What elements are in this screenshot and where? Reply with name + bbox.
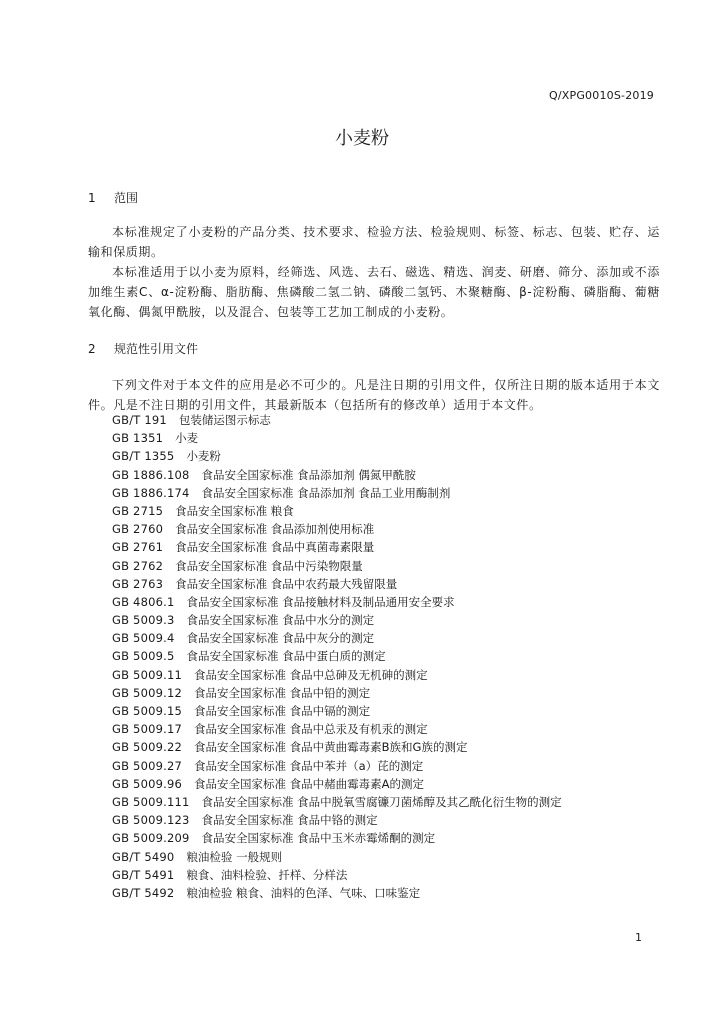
reference-code: GB 4806.1	[112, 594, 175, 609]
reference-title: 粮食、油料检验、扦样、分样法	[186, 867, 348, 882]
reference-item	[112, 702, 562, 720]
reference-item	[112, 738, 562, 756]
reference-title: 食品安全国家标准 食品添加剂使用标准	[175, 522, 375, 537]
reference-title: 小麦粉	[186, 449, 221, 464]
reference-code: GB 5009.17	[112, 722, 183, 737]
reference-code: GB 5009.4	[112, 631, 175, 646]
references-intro-paragraph: 下列文件对于本文件的应用是必不可少的。凡是注日期的引用文件，仅所注日期的版本适用于本文件。凡是不注日期的引用文件，其最新版本（包括所有的修改单）适用于本文件。	[88, 378, 660, 412]
reference-title: 食品安全国家标准 食品中黄曲霉毒素B族和G族的测定	[194, 740, 468, 755]
reference-code: GB/T 191	[112, 413, 167, 427]
reference-title: 食品安全国家标准 食品中污染物限量	[175, 558, 363, 573]
reference-item	[112, 775, 562, 793]
reference-title: 粮油检验 一般规则	[186, 849, 283, 864]
reference-code: GB 5009.5	[112, 649, 175, 664]
reference-title: 小麦	[175, 431, 199, 446]
reference-title: 食品安全国家标准 粮食	[175, 503, 294, 518]
reference-code: GB 5009.3	[112, 613, 175, 628]
reference-title: 食品安全国家标准 食品中总汞及有机汞的测定	[194, 722, 428, 737]
reference-title: 食品安全国家标准 食品中灰分的测定	[186, 631, 375, 646]
reference-title: 包装储运图示标志	[178, 413, 271, 427]
section-title: 范围	[114, 191, 139, 205]
reference-title: 食品安全国家标准 食品中苯并（a）芘的测定	[194, 758, 424, 773]
section-number: 1	[88, 191, 96, 205]
reference-item	[112, 811, 562, 829]
reference-item	[112, 593, 562, 611]
reference-code: GB 5009.15	[112, 704, 183, 718]
reference-title: 食品安全国家标准 食品中农药最大残留限量	[175, 576, 398, 591]
reference-item	[112, 411, 562, 429]
reference-item	[112, 884, 562, 902]
reference-title: 食品安全国家标准 食品中玉米赤霉烯酮的测定	[201, 831, 436, 846]
reference-code: GB 5009.11	[112, 667, 183, 682]
reference-title: 食品安全国家标准 食品中总砷及无机砷的测定	[194, 667, 428, 682]
reference-title: 食品安全国家标准 食品中脱氧雪腐镰刀菌烯醇及其乙酰化衍生物的测定	[201, 794, 562, 809]
reference-title: 食品安全国家标准 食品添加剂 食品工业用酶制剂	[201, 485, 451, 500]
reference-code: GB 5009.96	[112, 776, 183, 791]
reference-title: 食品安全国家标准 食品中镉的测定	[194, 704, 371, 718]
reference-code: GB/T 5491	[112, 867, 175, 882]
section-number: 2	[88, 342, 96, 356]
reference-code: GB 2760	[112, 522, 164, 537]
reference-item	[112, 429, 562, 447]
reference-title: 食品安全国家标准 食品中铬的测定	[201, 813, 378, 828]
reference-item	[112, 538, 562, 556]
document-code: Q/XPG0010S-2019	[549, 89, 654, 102]
section-title: 规范性引用文件	[114, 342, 199, 356]
reference-code: GB 5009.111	[112, 794, 190, 809]
reference-item	[112, 611, 562, 629]
reference-item	[112, 466, 562, 484]
reference-code: GB 5009.22	[112, 740, 183, 755]
reference-title: 食品安全国家标准 食品中水分的测定	[186, 613, 375, 628]
reference-code: GB 1886.108	[112, 467, 190, 482]
reference-code: GB/T 5490	[112, 849, 175, 864]
reference-code: GB 2761	[112, 540, 164, 555]
reference-list	[112, 411, 562, 902]
reference-item	[112, 848, 562, 866]
reference-item	[112, 866, 562, 884]
reference-item	[112, 793, 562, 811]
reference-code: GB/T 5492	[112, 885, 175, 900]
reference-code: GB 2762	[112, 558, 164, 573]
reference-item	[112, 447, 562, 465]
reference-item	[112, 557, 562, 575]
document-title: 小麦粉	[335, 128, 389, 149]
reference-code: GB 5009.123	[112, 813, 190, 828]
reference-code: GB/T 1355	[112, 449, 175, 464]
reference-code: GB 2763	[112, 576, 164, 591]
reference-code: GB 1886.174	[112, 485, 190, 500]
reference-item	[112, 575, 562, 593]
reference-item	[112, 520, 562, 538]
reference-code: GB 5009.12	[112, 685, 183, 700]
section-heading-normative-references	[88, 340, 198, 357]
reference-title: 食品安全国家标准 食品接触材料及制品通用安全要求	[186, 594, 455, 609]
reference-item	[112, 757, 562, 775]
reference-item	[112, 484, 562, 502]
reference-item	[112, 629, 562, 647]
reference-item	[112, 684, 562, 702]
reference-title: 食品安全国家标准 食品中赭曲霉毒素A的测定	[194, 776, 425, 791]
reference-item	[112, 647, 562, 665]
reference-item	[112, 720, 562, 738]
reference-item	[112, 829, 562, 847]
reference-title: 食品安全国家标准 食品添加剂 偶氮甲酰胺	[201, 467, 416, 482]
page-number: 1	[635, 931, 642, 944]
reference-title: 食品安全国家标准 食品中铅的测定	[194, 685, 371, 700]
reference-item	[112, 666, 562, 684]
reference-title: 食品安全国家标准 食品中真菌毒素限量	[175, 540, 375, 555]
reference-item	[112, 502, 562, 520]
reference-code: GB 1351	[112, 431, 164, 446]
reference-code: GB 5009.209	[112, 831, 190, 846]
reference-title: 食品安全国家标准 食品中蛋白质的测定	[186, 649, 386, 664]
applicability-paragraph: 本标准适用于以小麦为原料，经筛选、风选、去石、磁选、精选、润麦、研磨、筛分、添加或不添加维生素C、α-淀粉酶、脂肪酶、焦磷酸二氢二钠、磷酸二氢钙、木聚糖酶、β-淀粉酶、磷脂酶、葡糖氧化酶、偶氮甲酰胺，以及混合、包装等工艺加工制成的小麦粉。	[88, 265, 660, 319]
reference-title: 粮油检验 粮食、油料的色泽、气味、口味鉴定	[186, 885, 421, 900]
scope-paragraph: 本标准规定了小麦粉的产品分类、技术要求、检验方法、检验规则、标签、标志、包装、贮存、运输和保质期。	[88, 225, 660, 259]
reference-code: GB 5009.27	[112, 758, 183, 773]
reference-code: GB 2715	[112, 503, 164, 518]
section-heading-scope	[88, 189, 138, 206]
